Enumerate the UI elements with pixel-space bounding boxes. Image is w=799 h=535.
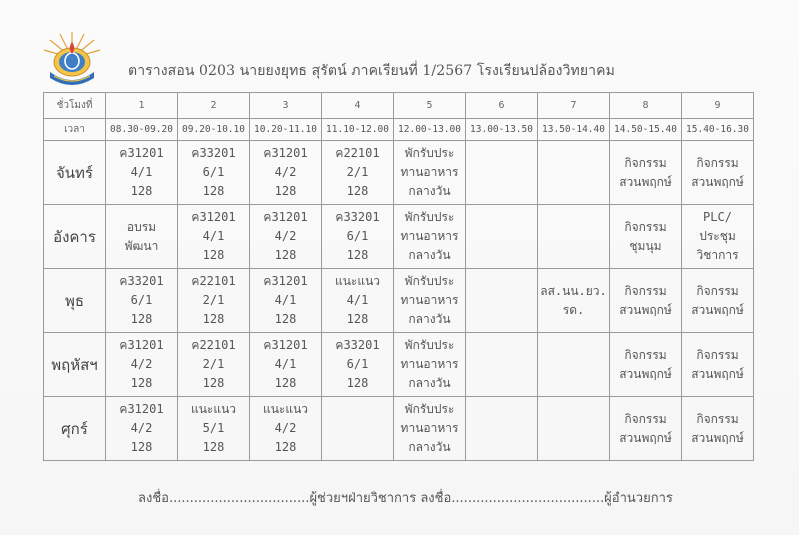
empty-cell <box>466 333 538 397</box>
schedule-cell <box>250 333 322 397</box>
time-slot: 13.00-13.50 <box>466 119 538 141</box>
cell-line: กลางวัน <box>408 376 451 390</box>
cell-line: 128 <box>274 376 297 390</box>
cell-line: 4/1 <box>274 293 297 307</box>
cell-line: 128 <box>274 248 297 262</box>
cell-line: 128 <box>346 376 369 390</box>
day-name: พุธ <box>44 269 106 333</box>
schedule-cell <box>322 269 394 333</box>
schedule-cell <box>394 333 466 397</box>
schedule-cell <box>106 205 178 269</box>
schedule-cell <box>250 397 322 461</box>
cell-line: ทานอาหาร <box>400 293 459 307</box>
cell-line: กิจกรรม <box>696 155 739 170</box>
cell-line: พักรับประ <box>404 274 455 288</box>
day-row <box>44 269 754 333</box>
schedule-cell <box>178 333 250 397</box>
cell-content <box>106 218 177 256</box>
cell-content <box>610 218 681 256</box>
schedule-cell <box>178 269 250 333</box>
cell-line: 4/1 <box>346 293 369 307</box>
cell-line: 128 <box>130 184 153 198</box>
empty-cell <box>466 205 538 269</box>
cell-line: 128 <box>130 312 153 326</box>
empty-cell <box>466 397 538 461</box>
cell-line: ค31201 <box>263 146 308 160</box>
cell-line: ทานอาหาร <box>400 421 459 435</box>
empty-cell <box>466 269 538 333</box>
cell-line: แนะแนว <box>334 274 381 288</box>
cell-line: 128 <box>202 248 225 262</box>
cell-line: 6/1 <box>346 357 369 371</box>
cell-content <box>682 346 753 384</box>
cell-content <box>538 282 609 320</box>
cell-line: กลางวัน <box>408 312 451 326</box>
time-slot: 08.30-09.20 <box>106 119 178 141</box>
cell-line: 6/1 <box>130 293 153 307</box>
period-number: 2 <box>178 93 250 119</box>
cell-line: 128 <box>346 312 369 326</box>
period-header-label: ชั่วโมงที่ <box>44 93 106 119</box>
time-row-label: เวลา <box>44 119 106 141</box>
cell-line: กิจกรรม <box>696 283 739 298</box>
cell-line: กิจกรรม <box>696 411 739 426</box>
cell-line: 4/2 <box>274 421 297 435</box>
cell-line: ค31201 <box>263 210 308 224</box>
time-slot: 10.20-11.10 <box>250 119 322 141</box>
empty-cell <box>466 141 538 205</box>
empty-cell <box>538 333 610 397</box>
cell-content <box>322 144 393 201</box>
schedule-cell <box>106 397 178 461</box>
schedule-cell <box>394 205 466 269</box>
schedule-cell <box>178 397 250 461</box>
day-name: ศุกร์ <box>44 397 106 461</box>
time-slot: 11.10-12.00 <box>322 119 394 141</box>
cell-line: 4/1 <box>274 357 297 371</box>
cell-line: 4/2 <box>130 357 153 371</box>
cell-content <box>178 400 249 457</box>
cell-content <box>178 336 249 393</box>
school-emblem <box>40 28 104 90</box>
cell-content <box>178 272 249 329</box>
time-slot: 09.20-10.10 <box>178 119 250 141</box>
cell-content <box>610 282 681 320</box>
period-header-row <box>44 93 754 119</box>
cell-content <box>610 346 681 384</box>
day-row <box>44 205 754 269</box>
cell-content <box>682 154 753 192</box>
cell-line: 6/1 <box>346 229 369 243</box>
cell-line: กิจกรรม <box>624 283 667 298</box>
cell-line: กลางวัน <box>408 248 451 262</box>
period-number: 3 <box>250 93 322 119</box>
cell-line: แนะแนว <box>262 402 309 416</box>
cell-line: ค31201 <box>191 210 236 224</box>
cell-line: กิจกรรม <box>624 411 667 426</box>
cell-content <box>322 208 393 265</box>
cell-line: ค33201 <box>335 210 380 224</box>
day-name: พฤหัสฯ <box>44 333 106 397</box>
cell-content <box>394 144 465 201</box>
cell-line: 128 <box>130 376 153 390</box>
cell-content <box>250 336 321 393</box>
cell-line: ค22101 <box>191 338 236 352</box>
cell-content <box>682 282 753 320</box>
cell-line: อบรม <box>126 219 157 234</box>
timetable <box>43 92 754 461</box>
time-slot: 13.50-14.40 <box>538 119 610 141</box>
schedule-cell <box>682 205 754 269</box>
cell-line: ค31201 <box>119 146 164 160</box>
cell-line: กิจกรรม <box>624 347 667 362</box>
cell-line: 6/1 <box>202 165 225 179</box>
cell-line: 128 <box>202 184 225 198</box>
cell-line: กลางวัน <box>408 440 451 454</box>
cell-line: 5/1 <box>202 421 225 435</box>
cell-line: 4/2 <box>274 165 297 179</box>
cell-line: กิจกรรม <box>624 155 667 170</box>
period-number: 5 <box>394 93 466 119</box>
cell-content <box>250 272 321 329</box>
cell-line: พักรับประ <box>404 146 455 160</box>
day-name: จันทร์ <box>44 141 106 205</box>
cell-content <box>250 144 321 201</box>
cell-content <box>610 410 681 448</box>
cell-line: พักรับประ <box>404 210 455 224</box>
cell-line: สวนพฤกษ์ <box>619 174 672 189</box>
cell-line: ทานอาหาร <box>400 357 459 371</box>
schedule-cell <box>682 269 754 333</box>
cell-line: กิจกรรม <box>624 219 667 234</box>
schedule-cell <box>610 397 682 461</box>
cell-line: พักรับประ <box>404 402 455 416</box>
cell-line: PLC/ <box>703 210 732 224</box>
schedule-cell <box>610 205 682 269</box>
schedule-cell <box>178 205 250 269</box>
cell-content <box>178 208 249 265</box>
empty-cell <box>538 141 610 205</box>
cell-line: ทานอาหาร <box>400 165 459 179</box>
period-number: 7 <box>538 93 610 119</box>
cell-line: ค22101 <box>191 274 236 288</box>
day-row <box>44 141 754 205</box>
schedule-cell <box>322 205 394 269</box>
empty-cell <box>538 397 610 461</box>
cell-content <box>610 154 681 192</box>
cell-content <box>682 410 753 448</box>
cell-line: สวนพฤกษ์ <box>619 430 672 445</box>
cell-line: 128 <box>274 184 297 198</box>
period-number: 4 <box>322 93 394 119</box>
day-name: อังคาร <box>44 205 106 269</box>
day-row <box>44 397 754 461</box>
schedule-cell <box>394 141 466 205</box>
schedule-cell <box>610 333 682 397</box>
cell-line: ลส.นน.ยว. <box>540 283 607 298</box>
cell-line: ค33201 <box>335 338 380 352</box>
period-number: 1 <box>106 93 178 119</box>
period-number: 9 <box>682 93 754 119</box>
schedule-cell <box>610 269 682 333</box>
time-slot: 12.00-13.00 <box>394 119 466 141</box>
cell-line: 4/1 <box>130 165 153 179</box>
cell-line: 128 <box>202 376 225 390</box>
cell-content <box>250 208 321 265</box>
schedule-cell <box>682 397 754 461</box>
cell-line: 128 <box>202 312 225 326</box>
cell-content <box>106 336 177 393</box>
time-row <box>44 119 754 141</box>
empty-cell <box>538 205 610 269</box>
cell-line: สวนพฤกษ์ <box>691 302 744 317</box>
cell-content <box>250 400 321 457</box>
cell-line: ค31201 <box>119 402 164 416</box>
signature-line: ลงชื่อ..................................ผู้ช่วยฯฝ่ายวิชาการ ลงชื่อ.....................................ผู้อำนวยการ <box>138 491 673 506</box>
schedule-cell <box>682 141 754 205</box>
cell-line: ค31201 <box>263 274 308 288</box>
cell-line: 128 <box>130 440 153 454</box>
cell-line: ชุมนุม <box>629 238 662 253</box>
schedule-cell <box>106 141 178 205</box>
cell-line: 4/2 <box>274 229 297 243</box>
schedule-cell <box>250 141 322 205</box>
cell-line: แนะแนว <box>190 402 237 416</box>
cell-line: 128 <box>346 184 369 198</box>
cell-line: ค33201 <box>119 274 164 288</box>
cell-line: ค31201 <box>263 338 308 352</box>
cell-content <box>394 336 465 393</box>
period-number: 6 <box>466 93 538 119</box>
schedule-cell <box>394 397 466 461</box>
cell-line: ค33201 <box>191 146 236 160</box>
cell-line: สวนพฤกษ์ <box>691 174 744 189</box>
cell-line: 4/2 <box>130 421 153 435</box>
time-slot: 15.40-16.30 <box>682 119 754 141</box>
cell-line: สวนพฤกษ์ <box>619 302 672 317</box>
cell-line: 128 <box>346 248 369 262</box>
cell-line: สวนพฤกษ์ <box>619 366 672 381</box>
cell-line: พักรับประ <box>404 338 455 352</box>
time-slot: 14.50-15.40 <box>610 119 682 141</box>
schedule-cell <box>322 333 394 397</box>
cell-line: ค22101 <box>335 146 380 160</box>
cell-line: ค31201 <box>119 338 164 352</box>
cell-line: สวนพฤกษ์ <box>691 366 744 381</box>
cell-content <box>106 272 177 329</box>
schedule-cell <box>250 205 322 269</box>
cell-line: กิจกรรม <box>696 347 739 362</box>
cell-line: ประชุม <box>699 229 736 243</box>
cell-content <box>178 144 249 201</box>
cell-line: พัฒนา <box>124 238 159 253</box>
cell-line: วิชาการ <box>696 248 739 262</box>
cell-line: 128 <box>274 440 297 454</box>
cell-line: 4/1 <box>202 229 225 243</box>
cell-content <box>106 144 177 201</box>
schedule-cell <box>322 141 394 205</box>
cell-line: กลางวัน <box>408 184 451 198</box>
schedule-cell <box>106 333 178 397</box>
cell-content <box>394 272 465 329</box>
cell-content <box>394 400 465 457</box>
cell-line: รด. <box>562 302 585 317</box>
cell-line: 128 <box>202 440 225 454</box>
cell-line: 128 <box>274 312 297 326</box>
cell-content <box>322 336 393 393</box>
schedule-cell <box>250 269 322 333</box>
schedule-cell <box>682 333 754 397</box>
cell-content <box>394 208 465 265</box>
cell-content <box>682 208 753 265</box>
day-row <box>44 333 754 397</box>
document-title: ตารางสอน 0203 นายยงยุทธ สุรัตน์ ภาคเรียนที่ 1/2567 โรงเรียนปล้องวิทยาคม <box>128 63 615 79</box>
schedule-cell <box>106 269 178 333</box>
schedule-cell <box>538 269 610 333</box>
period-number: 8 <box>610 93 682 119</box>
cell-line: 2/1 <box>202 293 225 307</box>
schedule-cell <box>394 269 466 333</box>
cell-line: 2/1 <box>202 357 225 371</box>
cell-line: สวนพฤกษ์ <box>691 430 744 445</box>
cell-line: 2/1 <box>346 165 369 179</box>
schedule-cell <box>178 141 250 205</box>
empty-cell <box>322 397 394 461</box>
cell-content <box>106 400 177 457</box>
schedule-cell <box>610 141 682 205</box>
cell-content <box>322 272 393 329</box>
cell-line: ทานอาหาร <box>400 229 459 243</box>
